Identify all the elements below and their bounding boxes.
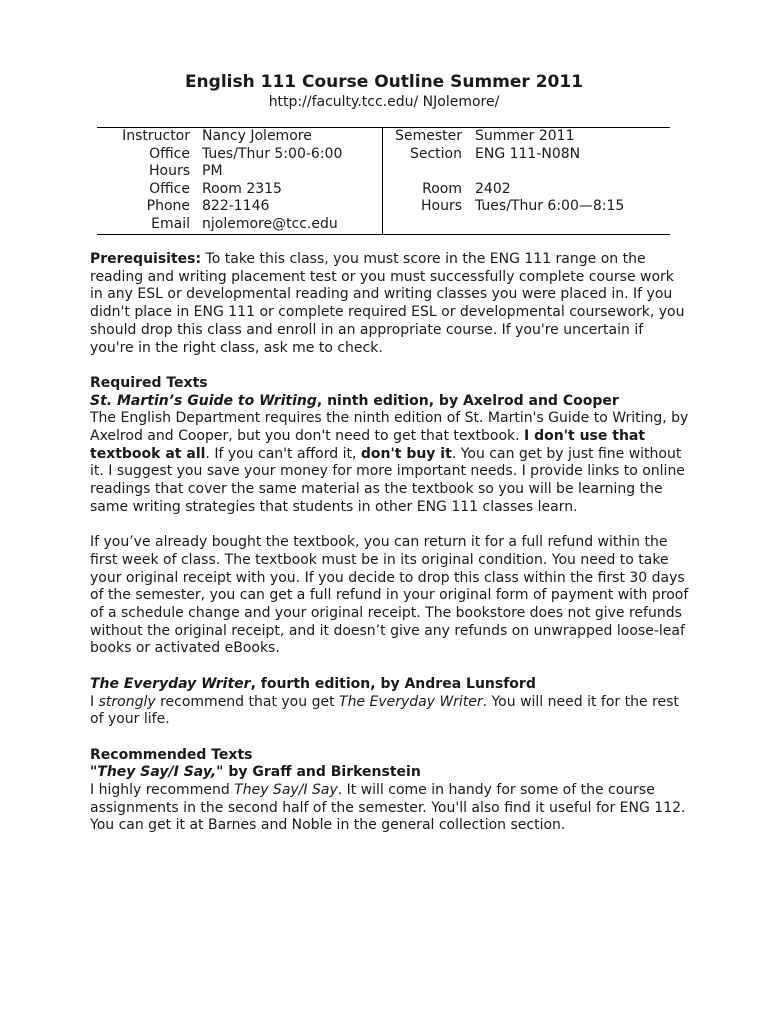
info-label: Semester	[395, 128, 462, 144]
emphasis-text: I don't use that textbook at all	[90, 428, 646, 462]
document-body	[90, 251, 690, 835]
text-span: . You can get by just fine without it. I suggest you save your money for more important needs. I provide links to online readings that cover the same material as the textbook so you will be learning the same writing strategies that students in other ENG 111 classes learn.	[90, 445, 685, 515]
book-edition: , fourth edition, by Andrea Lunsford	[250, 675, 536, 692]
info-label: Phone	[146, 198, 190, 215]
info-label: Hours	[420, 198, 462, 215]
info-label: Room	[422, 180, 462, 197]
info-row	[97, 216, 670, 234]
course-url[interactable]: http://faculty.tcc.edu/ NJolemore/	[268, 94, 500, 110]
info-value: Tues/Thur 6:00—8:15	[475, 198, 625, 215]
book-title-line	[90, 676, 690, 694]
info-row	[97, 128, 670, 146]
info-label: Instructor	[122, 128, 190, 144]
info-row	[97, 146, 670, 164]
info-label: Section	[409, 145, 462, 162]
info-value: PM	[202, 163, 223, 180]
prerequisites-label: Prerequisites:	[90, 251, 202, 267]
text-span: The English Department requires the ninth edition of St. Martin's Guide to Writing, by Axelrod and Cooper, but you don't need to get that textbook.	[90, 410, 689, 445]
text-span: . It will come in handy for some of the course assignments in the second half of the semester. You'll also find it useful for ENG 112. You can get it at Barnes and Noble in the general collection section.	[90, 782, 686, 834]
info-value: Tues/Thur 5:00-6:00	[202, 145, 343, 162]
text-span: I	[90, 693, 99, 710]
text-span: . You will need it for the rest of your life.	[90, 693, 679, 728]
page-title: English 111 Course Outline Summer 2011	[184, 72, 584, 92]
course-info-table	[97, 127, 670, 235]
info-label: Hours	[148, 163, 190, 180]
info-row	[97, 181, 670, 199]
book-title: They Say/I Say	[234, 782, 338, 799]
book-edition: by Graff and Birkenstein	[223, 764, 421, 781]
info-value: Summer 2011	[475, 128, 575, 144]
book-title: St. Martin’s Guide to Writing	[90, 392, 317, 409]
info-row	[97, 163, 670, 181]
emphasis-text: don't buy it	[360, 445, 452, 462]
text-span: . If you can't afford it,	[205, 445, 361, 462]
info-value: 822-1146	[202, 198, 270, 215]
book-title-line	[90, 764, 690, 782]
recommended-texts-heading: Recommended Texts	[90, 746, 253, 763]
book-title: The Everyday Writer	[90, 675, 251, 692]
refund-paragraph: If you’ve already bought the textbook, you can return it for a full refund within the first week of class. The textbook must be in its original condition. You need to take your original receipt with you. If you decide to drop this class within the first 30 days of the semester, you can get a full refund in your original form of payment with proof of a schedule change and your original receipt. The bookstore does not give refunds without the original receipt, and it doesn’t give any refunds on unwrapped loose-leaf books or activated eBooks.	[90, 534, 689, 657]
info-label: Office	[149, 145, 190, 162]
prerequisites-text: To take this class, you must score in the ENG 111 range on the reading and writing placement test or you must successfully complete course work in any ESL or developmental reading and writing classes you were placed in. If you didn't place in ENG 111 or complete required ESL or developmental coursework, you should drop this class and enroll in an appropriate course. If you're uncertain if you're in the right class, ask me to check.	[90, 251, 685, 356]
instructor-email[interactable]: njolemore@tcc.edu	[202, 216, 338, 232]
text-span: recommend that you get	[155, 693, 340, 710]
info-label: Office	[149, 180, 190, 197]
book-title: "They Say/I Say,"	[90, 764, 224, 781]
book-title-line	[90, 393, 690, 411]
emphasis-text: strongly	[98, 693, 156, 710]
info-row	[97, 198, 670, 216]
info-value: Room 2315	[202, 180, 282, 197]
info-value: ENG 111-N08N	[475, 145, 581, 162]
info-label: Email	[151, 216, 190, 232]
book-description	[90, 410, 690, 516]
book-title: The Everyday Writer	[339, 693, 483, 710]
required-texts-heading: Required Texts	[90, 374, 208, 391]
info-value: 2402	[475, 180, 511, 197]
info-value: Nancy Jolemore	[202, 128, 312, 144]
prerequisites-paragraph	[90, 251, 690, 357]
text-span: I highly recommend	[90, 782, 235, 799]
book-description	[90, 782, 690, 835]
book-description	[90, 694, 690, 729]
book-edition: , ninth edition, by Axelrod and Cooper	[316, 392, 619, 409]
